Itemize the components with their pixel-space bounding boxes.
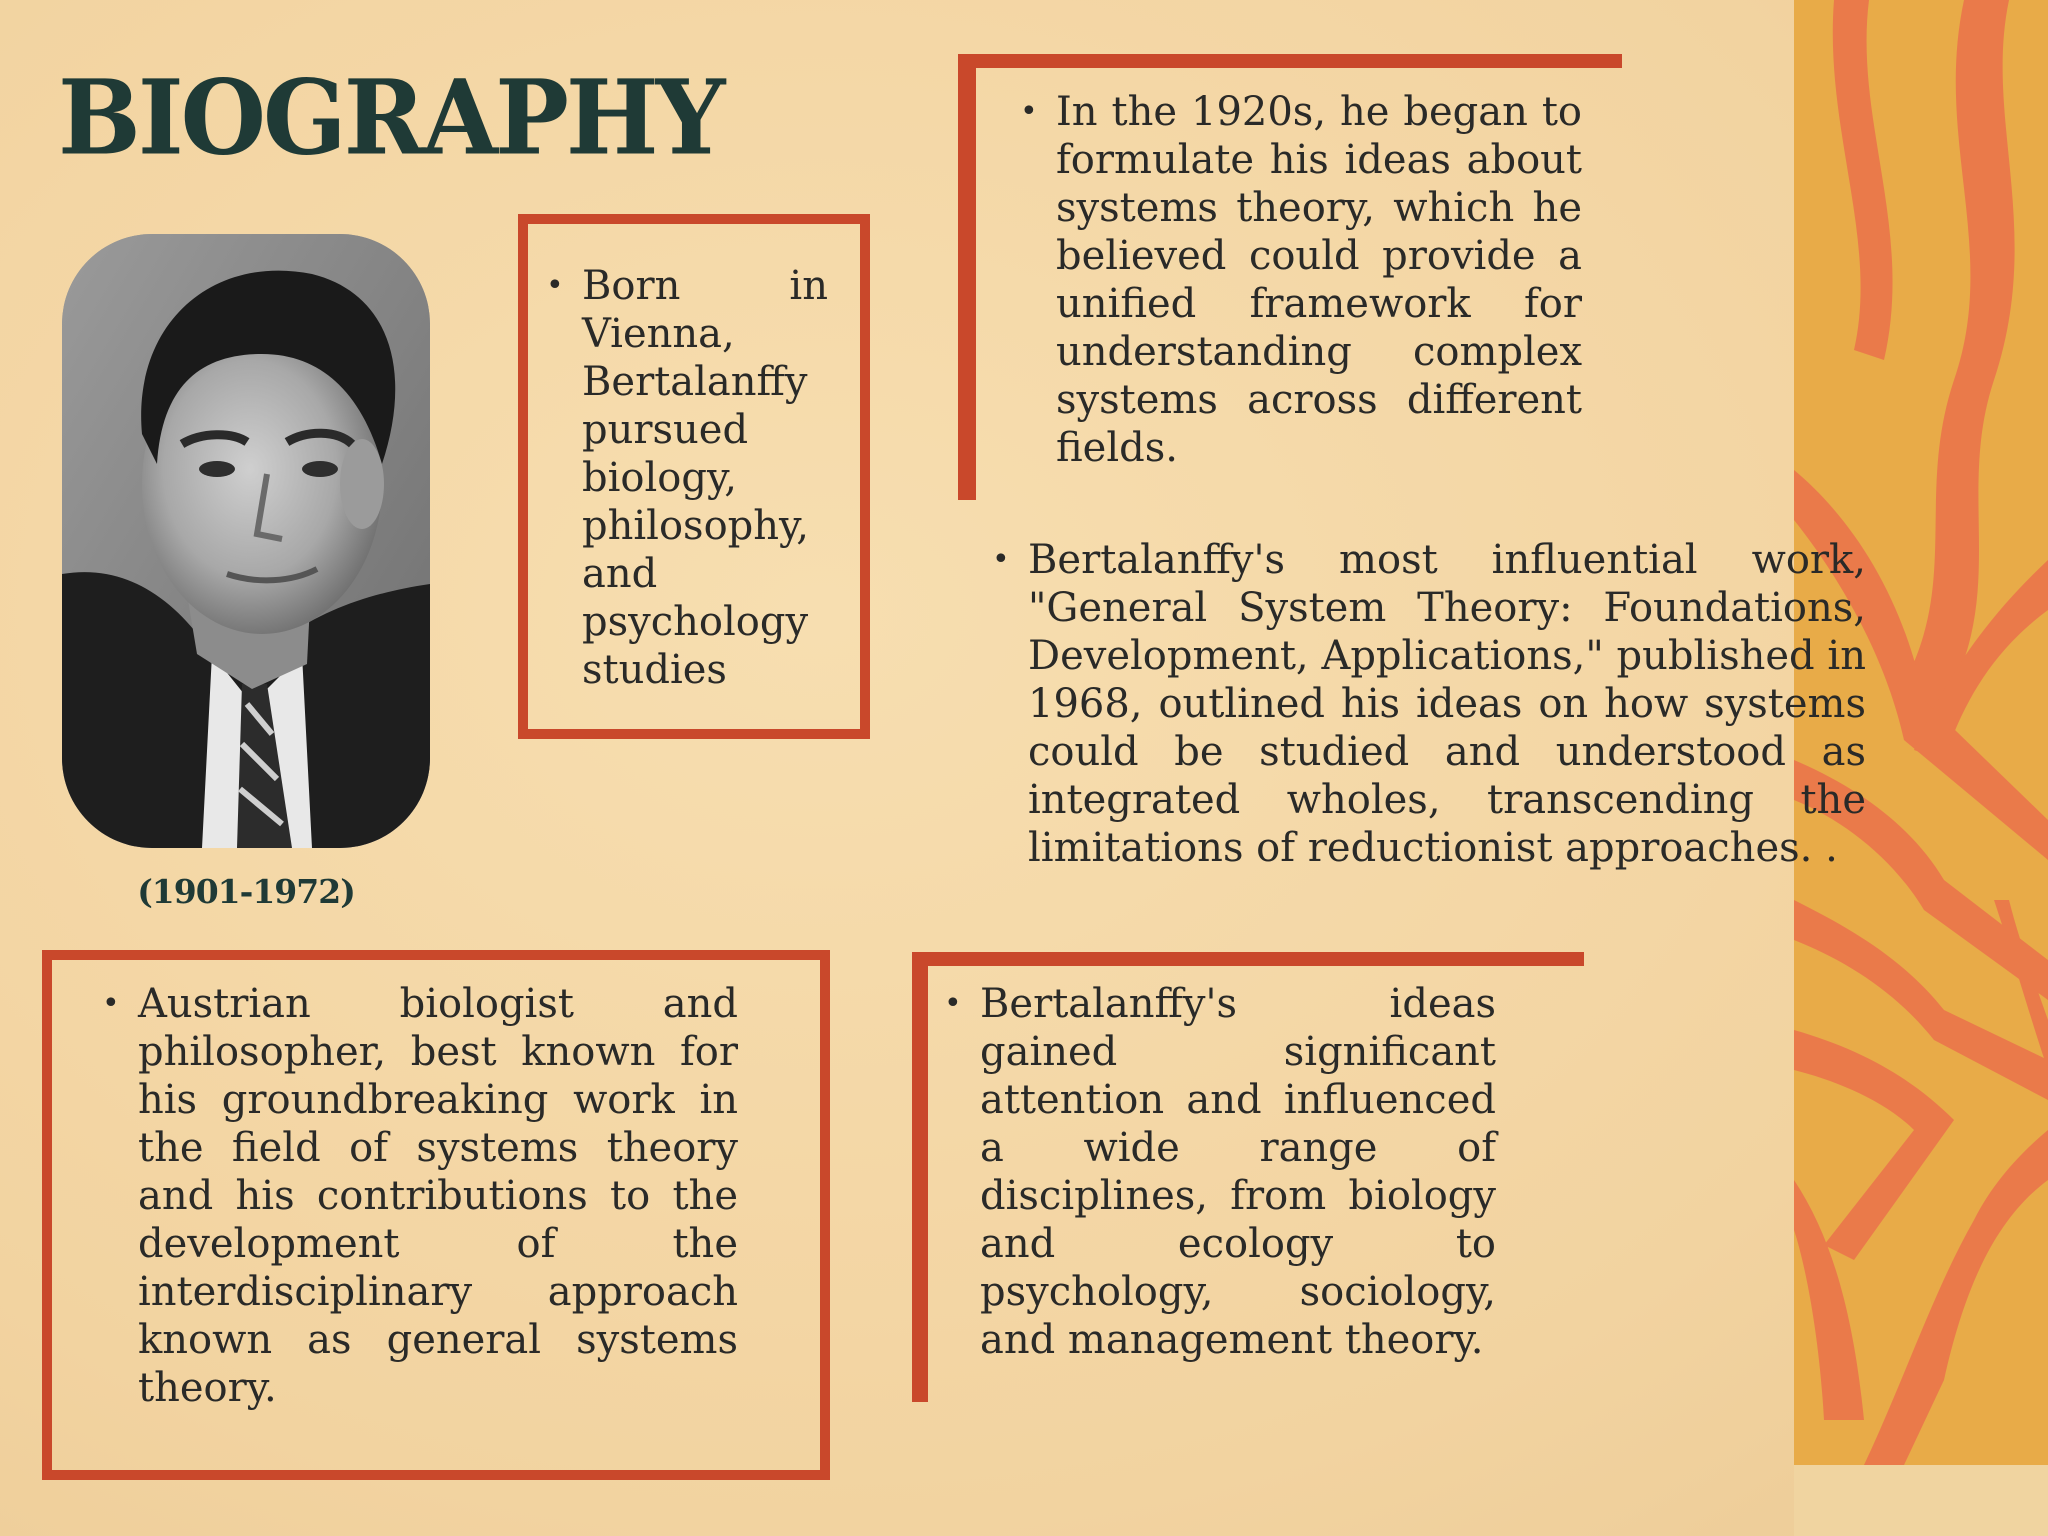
decorative-panel-base [1794, 1465, 2048, 1536]
austrian-text: Austrian biologist and philosopher, best known for his groundbreaking work in the field of systems theory and his contributions to the development of the interdisciplinary approach known as general systems theory. [138, 981, 738, 1411]
box-ideas-left-bar [912, 952, 928, 1402]
box-1920s-text-block [1020, 88, 1582, 472]
bullet-icon: • [992, 542, 1010, 577]
ideas-text: Bertalanffy's ideas gained significant attention and influenced a wide range of disciplines, from biology and ecology to psychology, sociology, and management theory. [980, 981, 1496, 1363]
years-caption: (1901-1972) [137, 872, 355, 911]
born-text-block [546, 262, 828, 694]
box-ideas-top-bar [912, 952, 1584, 966]
influential-work-text: Bertalanffy's most influential work, "General System Theory: Foundations, Development, Applications," published in 1968, outlined his ideas on how systems could be studied and understood as integrated wholes, transcending the limitations of reductionist approaches. . [1028, 537, 1866, 871]
bullet-icon: • [1020, 94, 1038, 129]
portrait-photo [62, 234, 430, 848]
page-title: BIOGRAPHY [58, 58, 723, 179]
box-1920s-text: In the 1920s, he began to formulate his ideas about systems theory, which he believed could provide a unified framework for understanding complex systems across different fields. [1056, 89, 1582, 471]
influential-work-text-block [992, 536, 1866, 872]
bullet-icon: • [944, 986, 962, 1021]
bullet-icon: • [102, 986, 120, 1021]
austrian-text-block [102, 980, 738, 1412]
portrait-illustration [62, 234, 430, 848]
box-1920s-left-bar [958, 54, 976, 500]
born-text: Born in Vienna, Bertalanffy pursued biology, philosophy, and psychology studies [582, 263, 828, 693]
box-1920s-top-bar [958, 54, 1622, 68]
bullet-icon: • [546, 268, 564, 303]
ideas-text-block [944, 980, 1496, 1364]
